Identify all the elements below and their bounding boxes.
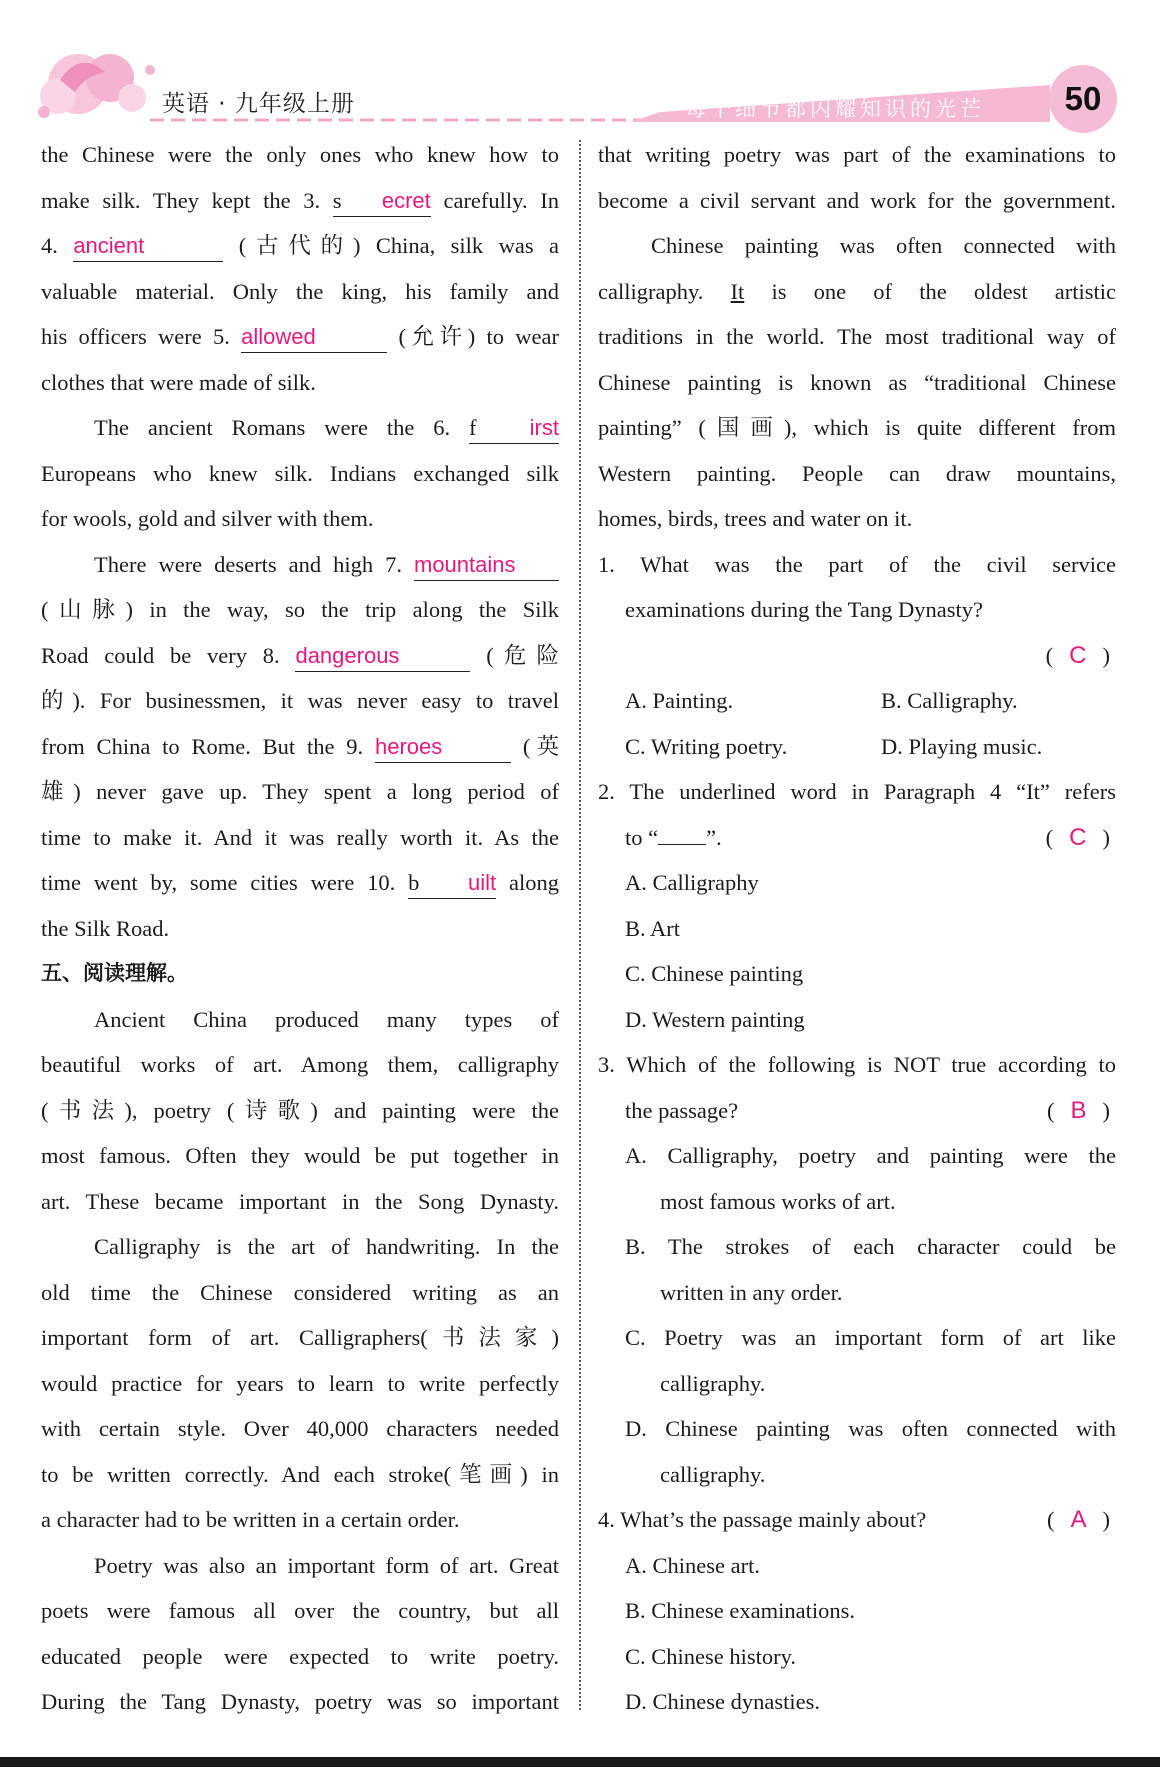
text-line: from China to Rome. But the 9. heroes (英 [41,724,559,770]
text-line: a character had to be written in a certain order. [41,1507,460,1532]
question-1-stem: 1. What was the part of the civil service [598,551,1116,577]
option: B. Calligraphy. [881,688,1018,713]
blank-4 [73,231,223,262]
right-column [598,132,1116,1725]
question-2-stem: to “ ”. ( C ) [598,815,1116,861]
text-line: the Silk Road. [41,915,170,941]
book-title: 英语 · 九年级上册 [162,91,355,117]
text-line: Calligraphy is the art of handwriting. In the [94,1234,559,1259]
question-1-answer-line [598,633,1116,679]
answer-5: allowed [241,324,316,349]
option: C. Poetry was an important form of art like [625,1325,1116,1350]
text-line: would practice for years to learn to write perfectly [41,1370,559,1396]
text-line: Western painting. People can draw mountains, [598,460,1116,486]
option: C. Chinese history. [625,1643,797,1669]
question-3-stem: 3. Which of the following is NOT true according to [598,1052,1116,1077]
question-2-stem: 2. The underlined word in Paragraph 4 “It” refers [598,779,1116,804]
text-line: become a civil servant and work for the government. [598,187,1116,213]
text-line: with certain style. Over 40,000 characters needed [41,1416,559,1441]
text-line: to be written correctly. And each stroke(笔画) in [41,1461,559,1487]
question-1-stem: examinations during the Tang Dynasty? [625,597,983,622]
flower-ornament-icon [38,54,155,118]
question-1-options [598,678,1116,724]
text-line: 雄) never gave up. They spent a long period of [41,779,559,804]
text-line: time to make it. And it was really worth it. As the [41,824,559,850]
answer-6: irst [529,415,559,440]
text-line: Chinese painting is known as “traditional Chinese [598,369,1116,395]
text-line: There were deserts and high 7. mountains [41,542,559,588]
option: A. Painting. [625,688,734,713]
option-cont: written in any order. [660,1279,843,1305]
option: B. The strokes of each character could be [625,1234,1116,1259]
answer-3: ecret [381,187,431,213]
text-line: painting” (国画), which is quite different from [598,415,1116,440]
option: D. Playing music. [881,733,1043,759]
blank-9 [375,732,511,763]
text-line: During the Tang Dynasty, poetry was so important [41,1689,559,1714]
answer-4: ancient [73,233,145,258]
option: C. Writing poetry. [625,733,788,759]
answer-1: C [1069,641,1087,669]
question-3-stem: the passage? ( B ) [598,1088,1116,1134]
underlined-word-it: It [730,278,745,304]
answer-choice-3: ( B ) [1047,1088,1110,1134]
text-line: for wools, gold and silver with them. [41,506,374,531]
answer-7: mountains [414,551,516,577]
page-header [0,0,1160,135]
option: A. Calligraphy [625,870,759,895]
text-line: 4. ancient (古代的) China, silk was a [41,223,559,269]
text-line: Ancient China produced many types of [94,1006,559,1032]
answer-2: C [1069,823,1087,851]
option-cont: calligraphy. [660,1370,766,1396]
blank-10: b uilt [408,868,496,899]
text-line: the Chinese were the only ones who knew how to [41,142,559,167]
text-line: art. These became important in the Song Dynasty. [41,1188,559,1214]
text-line: Poetry was also an important form of art. Great [94,1552,559,1578]
question-4-stem: 4. What’s the passage mainly about? ( A ) [598,1497,1116,1543]
text-line: homes, birds, trees and water on it. [598,506,913,531]
slogan: 每个细节都闪耀知识的光芒 [685,97,985,121]
option: D. Chinese painting was often connected with [625,1416,1116,1441]
answer-3-choice: B [1070,1096,1087,1124]
text-line: poets were famous all over the country, but all [41,1598,559,1623]
option-cont: most famous works of art. [660,1188,896,1214]
answer-8: dangerous [295,642,400,668]
blank-5 [241,322,387,353]
option: B. Chinese examinations. [625,1598,855,1623]
column-divider [579,140,581,1710]
section-heading: 五、阅读理解。 [41,961,188,985]
text-line: Road could be very 8. dangerous (危险 [41,633,559,679]
text-line: old time the Chinese considered writing as an [41,1279,559,1305]
page-number: 50 [1049,65,1117,133]
answer-4-choice: A [1070,1506,1087,1533]
option: B. Art [625,915,681,941]
blank-3: s ecret [333,186,431,217]
text-line: that writing poetry was part of the examinations to [598,142,1116,167]
answer-choice-2: ( C ) [1046,815,1110,861]
option: C. Chinese painting [625,961,804,986]
text-line: traditions in the world. The most traditional way of [598,324,1116,349]
option: D. Western painting [625,1006,805,1032]
text-line: Europeans who knew silk. Indians exchanged silk [41,460,559,486]
text-line: educated people were expected to write poetry. [41,1643,559,1669]
bottom-bar [0,1757,1160,1767]
blank-short [658,822,706,845]
option: A. Chinese art. [625,1552,760,1578]
text-line: 的). For businessmen, it was never easy to travel [41,688,559,713]
answer-9: heroes [374,733,443,759]
answer-10: uilt [468,870,497,895]
option: A. Calligraphy, poetry and painting were the [625,1143,1116,1168]
text-line: important form of art. Calligraphers(书法家) [41,1325,559,1350]
text-line: Chinese painting was often connected with [651,233,1116,258]
text-line: his officers were 5. allowed (允许) to wear [41,314,559,360]
text-line: clothes that were made of silk. [41,369,316,395]
option-cont: calligraphy. [660,1461,766,1487]
text-line: valuable material. Only the king, his family and [41,278,559,304]
question-1-options [598,724,1116,770]
text-line: beautiful works of art. Among them, calligraphy [41,1052,559,1077]
text-line: time went by, some cities were 10. b uilt along [41,860,559,906]
text-line: (山脉) in the way, so the trip along the Silk [41,597,559,622]
text-line: The ancient Romans were the 6. f irst [41,405,559,451]
answer-choice-4: ( A ) [1047,1497,1110,1543]
blank-7 [414,550,559,581]
option: D. Chinese dynasties. [625,1689,820,1714]
answer-choice-1: ( C ) [1046,633,1110,679]
text-line: (书法), poetry (诗歌) and painting were the [41,1097,559,1123]
text-line: most famous. Often they would be put together in [41,1143,559,1168]
blank-6: f irst [469,413,559,444]
left-column [41,132,559,1725]
blank-8 [295,641,470,672]
text-line: make silk. They kept the 3. s ecret carefully. In [41,178,559,224]
text-line: calligraphy. It is one of the oldest artistic [598,278,1116,304]
